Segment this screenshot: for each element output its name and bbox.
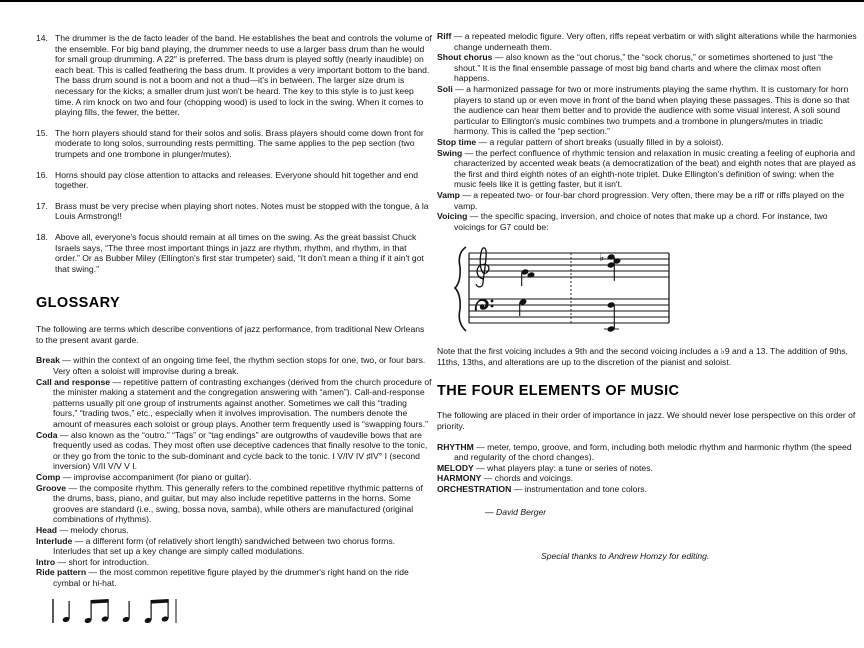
definition: — the composite rhythm. This generally refers to the combined repetitive rhythmic patterns of the drums, bass, piano, and guitar, but may also include repetitive patterns in the horns. Some grooves are standard (i.e., swing, bossa nova, samba), while others are manufactured (original combinations of rhythms). [53, 482, 423, 525]
glossary-entry-ride-pattern [36, 567, 432, 588]
item-text: The horn players should stand for their solos and solis. Brass players should come down front for moderate to long solos, surrounding rests permitting. The same applies to the pep section (two trumpets and one trombone in plunger/mutes). [55, 127, 424, 159]
glossary-entry-intro [36, 557, 432, 568]
term: HARMONY [437, 473, 482, 484]
definition: — within the context of an ongoing time feel, the rhythm section stops for one, two, or four bars. Very often a soloist will improvise during a break. [53, 355, 426, 377]
item-number: 16. [36, 169, 48, 180]
term: Stop time [437, 136, 477, 147]
glossary-entry-vamp [437, 190, 858, 211]
term: Voicing [437, 211, 468, 222]
page-top-edge [0, 0, 864, 2]
glossary-entry-soli [437, 84, 858, 137]
definition: — also known as the “outro.” “Tags” or “tag endings” are outgrowths of vaudeville bows that are frequently used as codas. They most often use deceptive cadences that finally resolve to the tonic, or they go from the tonic to the sub-dominant and cycle back to the tonic. I V/IV IV ♯IV° I (second inversion) V/II V/V V I. [53, 429, 428, 472]
item-text: Above all, everyone's focus should remain at all times on the swing. As the great bassist Chuck Israels says, “The three most important things in jazz are rhythm, rhythm, and rhythm, in that order.” Or as Bubber Miley (Ellington's first star trumpeter) said, “It don't mean a thing if it ain't got that swing.” [55, 231, 424, 274]
term: Riff [437, 31, 452, 41]
author-attribution: — David Berger [485, 506, 547, 517]
glossary-entry-break [36, 355, 432, 376]
definition: — what players play: a tune or series of notes. [473, 462, 653, 473]
term: Head [36, 524, 58, 535]
glossary-intro: The following are terms which describe conventions of jazz performance, from traditional New Orleans to the present avant garde. [36, 324, 425, 345]
definition: — a different form (of relatively short length) sandwiched between two chorus forms. Interludes that set up a key change are simply called modulations. [53, 535, 396, 557]
glossary-entry-coda [36, 430, 432, 472]
definition: — the perfect confluence of rhythmic tension and relaxation in music creating a feeling of euphoria and characterized by accented weak beats (a democratization of the beat) and eighth notes that are played as the first and third eighth notes of an eighth-note triplet. Duke Ellington's definition of swing: when the music feels like it is getting faster, but it isn't. [454, 147, 856, 190]
numbered-item-14 [36, 33, 432, 118]
definition: — a harmonized passage for two or more instruments playing the same rhythm. It is customary for horn players to stand up or even move in front of the band when playing these passages. This is done so that the audience can hear them better and to provide the audience with some visual interest. A soli sound particular to Ellington's music combines two trumpets and a trombone in plungers/mutes in triadic harmony. This is called the “pep section.” [452, 83, 850, 137]
element-melody [437, 463, 858, 474]
definition: — a repeated two- or four-bar chord progression. Very often, there may be a riff or riffs played on the vamp. [454, 189, 845, 211]
definition: — a regular pattern of short breaks (usually filled in by a soloist). [476, 136, 724, 147]
voicing-note: Note that the first voicing includes a 9th and the second voicing includes a ♭9 and a 13. The addition of 9ths, 11ths, 13ths, and alterations are up to the discretion of the pianist and soloist. [437, 346, 848, 367]
right-column [437, 31, 858, 562]
element-harmony [437, 473, 858, 484]
term: RHYTHM [437, 441, 474, 452]
glossary-entry-stop-time [437, 137, 858, 148]
definition: — the most common repetitive figure played by the drummer's right hand on the ride cymbal or hi-hat. [53, 567, 409, 588]
term: Call and response [36, 376, 111, 387]
definition: — short for introduction. [55, 556, 150, 567]
item-text: Brass must be very precise when playing short notes. Notes must be stopped with the tongue, à la Louis Armstrong!! [55, 200, 429, 222]
term: Swing [437, 147, 463, 158]
element-rhythm [437, 442, 858, 463]
definition: — improvise accompaniment (for piano or guitar). [60, 472, 252, 482]
term: Ride pattern [36, 567, 87, 578]
ride-pattern-notation-icon [50, 596, 178, 626]
definition: — instrumentation and tone colors. [511, 484, 647, 495]
item-number: 15. [36, 127, 48, 138]
glossary-entry-interlude [36, 536, 432, 557]
term: Break [36, 355, 60, 366]
definition: — a repeated melodic figure. Very often, riffs repeat verbatim or with slight alterations while the harmonies change underneath them. [451, 31, 857, 52]
definition: — meter, tempo, groove, and form, including both melodic rhythm and harmonic rhythm (the speed and regularity of the chord changes). [454, 441, 852, 463]
definition: — also known as the “out chorus,” the “sock chorus,” or sometimes shortened to just “the shout.” It is the final ensemble passage of most big band charts and where the climax most often happens. [454, 52, 833, 84]
treble-clef-icon [476, 248, 489, 287]
term: Coda [36, 429, 58, 440]
definition: — the specific spacing, inversion, and choice of notes that make up a chord. For instance, two voicings for G7 could be: [454, 211, 828, 232]
item-text: The drummer is the de facto leader of the band. He establishes the beat and controls the volume of the ensemble. For big band playing, the drummer needs to use a larger bass drum than he would for small group drumming. A 22″ is preferred. The bass drum is played softly (nearly inaudible) on each beat. This is called feathering the bass drum. It provides a very important bottom to the band. The bass drum sound is not a boom and not a thud—it's in between. The larger size drum is necessary for the kicks; a smaller drum just won't be heard. The key to this style is to just keep time. A rim knock on two and four (chopping wood) is used to lock in the swing. When it comes to playing fills, the fewer, the better. [55, 33, 432, 118]
definition: — repetitive pattern of contrasting exchanges (derived from the church procedure of the minister making a statement and the congregation answering with “amen”). Call-and-response patterns usually pit one group of instruments against another. Sometimes we call this “trading fours,” “trading twos,” etc., especially when it involves improvisation. The numbers denote the amount of measures each soloist or group plays. Another term frequently used is “swapping fours.” [53, 376, 432, 430]
definition: — chords and voicings. [481, 473, 574, 484]
g7-voicings-notation-icon [453, 241, 675, 341]
glossary-entry-comp [36, 472, 432, 483]
voicing-2-notes [599, 251, 621, 333]
term: Shout chorus [437, 52, 493, 63]
four-elements-title: THE FOUR ELEMENTS OF MUSIC [437, 383, 680, 400]
glossary-entry-swing [437, 148, 858, 190]
term: ORCHESTRATION [437, 484, 512, 495]
glossary-title: GLOSSARY [36, 295, 121, 312]
item-text: Horns should pay close attention to attacks and releases. Everyone should hit together and end together. [55, 169, 419, 191]
term: Vamp [437, 189, 460, 200]
item-number: 18. [36, 231, 48, 242]
term: Groove [36, 482, 67, 493]
system-brace [455, 247, 466, 331]
svg-text:♭: ♭ [599, 251, 605, 265]
numbered-item-16 [36, 170, 432, 191]
glossary-entry-head [36, 525, 432, 536]
term: Intro [36, 556, 56, 567]
glossary-entry-shout-chorus [437, 52, 858, 84]
left-column [36, 33, 432, 626]
term: MELODY [437, 462, 474, 473]
item-number: 17. [36, 200, 48, 211]
voicing-1-notes [519, 269, 535, 317]
numbered-item-15 [36, 128, 432, 160]
editor-thanks: Special thanks to Andrew Homzy for editing. [541, 551, 710, 562]
glossary-entry-voicing [437, 211, 858, 232]
term: Comp [36, 472, 61, 482]
term: Interlude [36, 535, 73, 546]
element-orchestration [437, 484, 858, 495]
term: Soli [437, 83, 453, 94]
numbered-item-17 [36, 201, 432, 222]
item-number: 14. [36, 33, 48, 43]
numbered-item-18 [36, 232, 432, 274]
glossary-entry-riff [437, 31, 858, 52]
definition: — melody chorus. [57, 524, 129, 535]
glossary-entry-groove [36, 483, 432, 525]
glossary-entry-call-and-response [36, 377, 432, 430]
four-elements-intro: The following are placed in their order of importance in jazz. We should never lose perspective on this order of priority. [437, 410, 856, 432]
